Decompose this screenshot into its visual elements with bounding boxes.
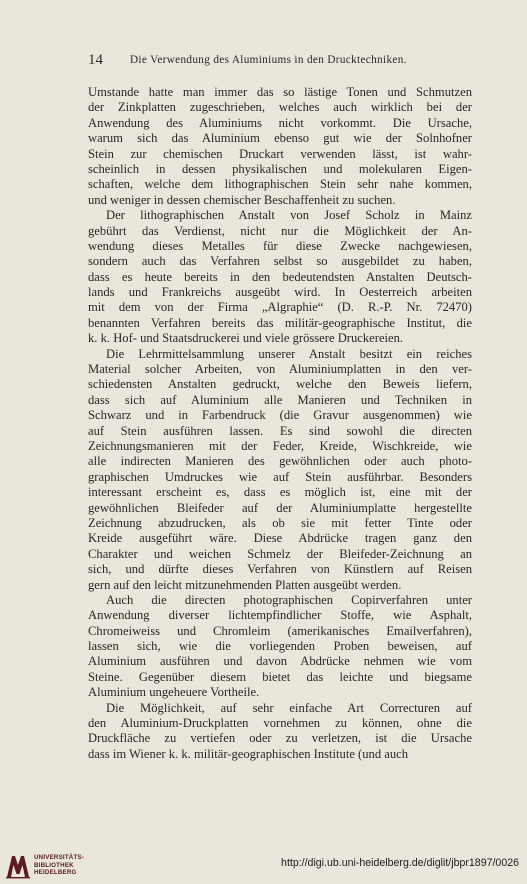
source-url-link[interactable]: http://digi.ub.uni-heidelberg.de/diglit/jbpr1897/0026 (281, 857, 519, 869)
text-line: sondern auch das Verfahren selbst so ausgebildet zu haben, (88, 254, 472, 269)
text-line: lassen sich, wie die vorliegenden Proben beweisen, auf (88, 639, 472, 654)
logo-line: HEIDELBERG (34, 869, 77, 877)
text-line: Chromeiweiss und Chromleim (amerikanisches Emailverfahren), (88, 623, 472, 638)
text-line: interessant erscheint es, dass es möglich ist, eine mit der (88, 485, 472, 500)
text-line: Kreide ausgeführt wäre. Diese Abdrücke tragen ganz den (88, 531, 472, 546)
page-number: 14 (88, 52, 103, 68)
text-line: Material solcher Arbeiten, von Aluminiumplatten in den ver- (88, 362, 472, 377)
text-line: mit dem von der Firma „Algraphie“ (D. R.-P. Nr. 72470) (88, 300, 472, 315)
text-line: benannten Verfahren bereits das militär-geographische Institut, die (88, 315, 472, 330)
library-logo-text (34, 854, 84, 877)
body-text (88, 85, 472, 762)
text-line: Anwendung diverser lichtempfindlicher Stoffe, wie Asphalt, (88, 608, 472, 623)
text-line: Zeichnung abzudrucken, als ob sie mit fetter Tinte oder (88, 515, 472, 530)
text-line: Schwarz und in Farbendruck (die Gravur ausgenommen) wie (88, 408, 472, 423)
text-line: schiedensten Anstalten gedruckt, welche den Beweis liefern, (88, 377, 472, 392)
text-line: auf Stein ausführen lassen. Es sind sowohl die directen (88, 423, 472, 438)
logo-line: UNIVERSITÄTS- (34, 854, 85, 861)
text-line: Anwendung des Aluminiums nicht vorkommt. Die Ursache, (88, 115, 472, 130)
text-line: warum sich das Aluminium ebenso gut wie der Solnhofner (88, 131, 472, 146)
text-line: gewöhnlichen Bleifeder auf der Aluminiumplatte hergestellte (88, 500, 472, 515)
page-footer (0, 843, 527, 884)
text-line: Zeichnungsmanieren mit der Feder, Kreide, Wischkreide, wie (88, 438, 472, 453)
running-head: Die Verwendung des Aluminiums in den Drucktechniken. (130, 54, 407, 66)
text-line: Der lithographischen Anstalt von Josef Scholz in Mainz (106, 208, 472, 223)
logo-line: BIBLIOTHEK (34, 861, 74, 869)
text-line: gebührt das Verdienst, nicht nur die Möglichkeit der An- (88, 223, 472, 238)
text-line: der Zinkplatten zugeschrieben, welches auch wirklich bei der (88, 100, 472, 115)
text-line: den Aluminium-Druckplatten vornehmen zu können, ohne die (88, 716, 472, 731)
text-line: Umstande hatte man immer das so lästige Tonen und Schmutzen (88, 85, 472, 99)
text-line: Steine. Gegenüber diesem bietet das leichte und biegsame (88, 669, 472, 684)
text-line: und weniger in dessen chemischer Beschaffenheit zu suchen. (88, 192, 396, 207)
text-line: dass es heute bereits in den bedeutendsten Anstalten Deutsch- (88, 269, 472, 284)
text-line: wendung dieses Metalles für diese Zwecke nachgewiesen, (88, 238, 472, 253)
text-line: gern auf den leicht mitzunehmenden Platten ausgeübt werden. (88, 577, 402, 592)
text-line: Charakter und weichen Schmelz der Bleifeder-Zeichnung an (88, 546, 472, 561)
text-line: sich, und dürfte dieses Verfahren von Künstlern auf Reisen (88, 562, 472, 577)
text-line: Aluminium ungeheuere Vortheile. (88, 685, 260, 700)
text-line: k. k. Hof- und Staatsdruckerei und viele grössere Druckereien. (88, 331, 404, 346)
text-line: Stein zur chemischen Druckart verwenden lässt, ist wahr- (88, 146, 472, 161)
text-line: schaften, welche dem lithographischen Stein sehr nahe kommen, (88, 177, 472, 192)
library-seal-icon (4, 853, 32, 879)
text-line: dass sich auf Aluminium alle Manieren und Techniken in (88, 392, 472, 407)
text-line: graphischen Umdruckes wie auf Stein ausführbar. Besonders (88, 469, 472, 484)
text-line: Druckfläche zu vertiefen oder zu verletzen, ist die Ursache (88, 731, 472, 746)
text-line: Auch die directen photographischen Copirverfahren unter (106, 592, 472, 607)
text-line: scheinlich in dessen physikalischen und molekularen Eigen- (88, 161, 472, 176)
text-line: Aluminium ausführen und davon Abdrücke nehmen wie vom (88, 654, 472, 669)
text-line: dass im Wiener k. k. militär-geographischen Institute (und auch (88, 746, 409, 761)
text-line: lands und Frankreichs ausgeübt wird. In Oesterreich arbeiten (88, 285, 472, 300)
text-line: alle indirecten Manieren des gewöhnlichen oder auch photo- (88, 454, 472, 469)
page-header (88, 51, 471, 69)
library-logo (4, 851, 90, 881)
text-line: Die Möglichkeit, auf sehr einfache Art Correcturen auf (106, 700, 472, 715)
text-line: Die Lehrmittelsammlung unserer Anstalt besitzt ein reiches (106, 346, 472, 361)
